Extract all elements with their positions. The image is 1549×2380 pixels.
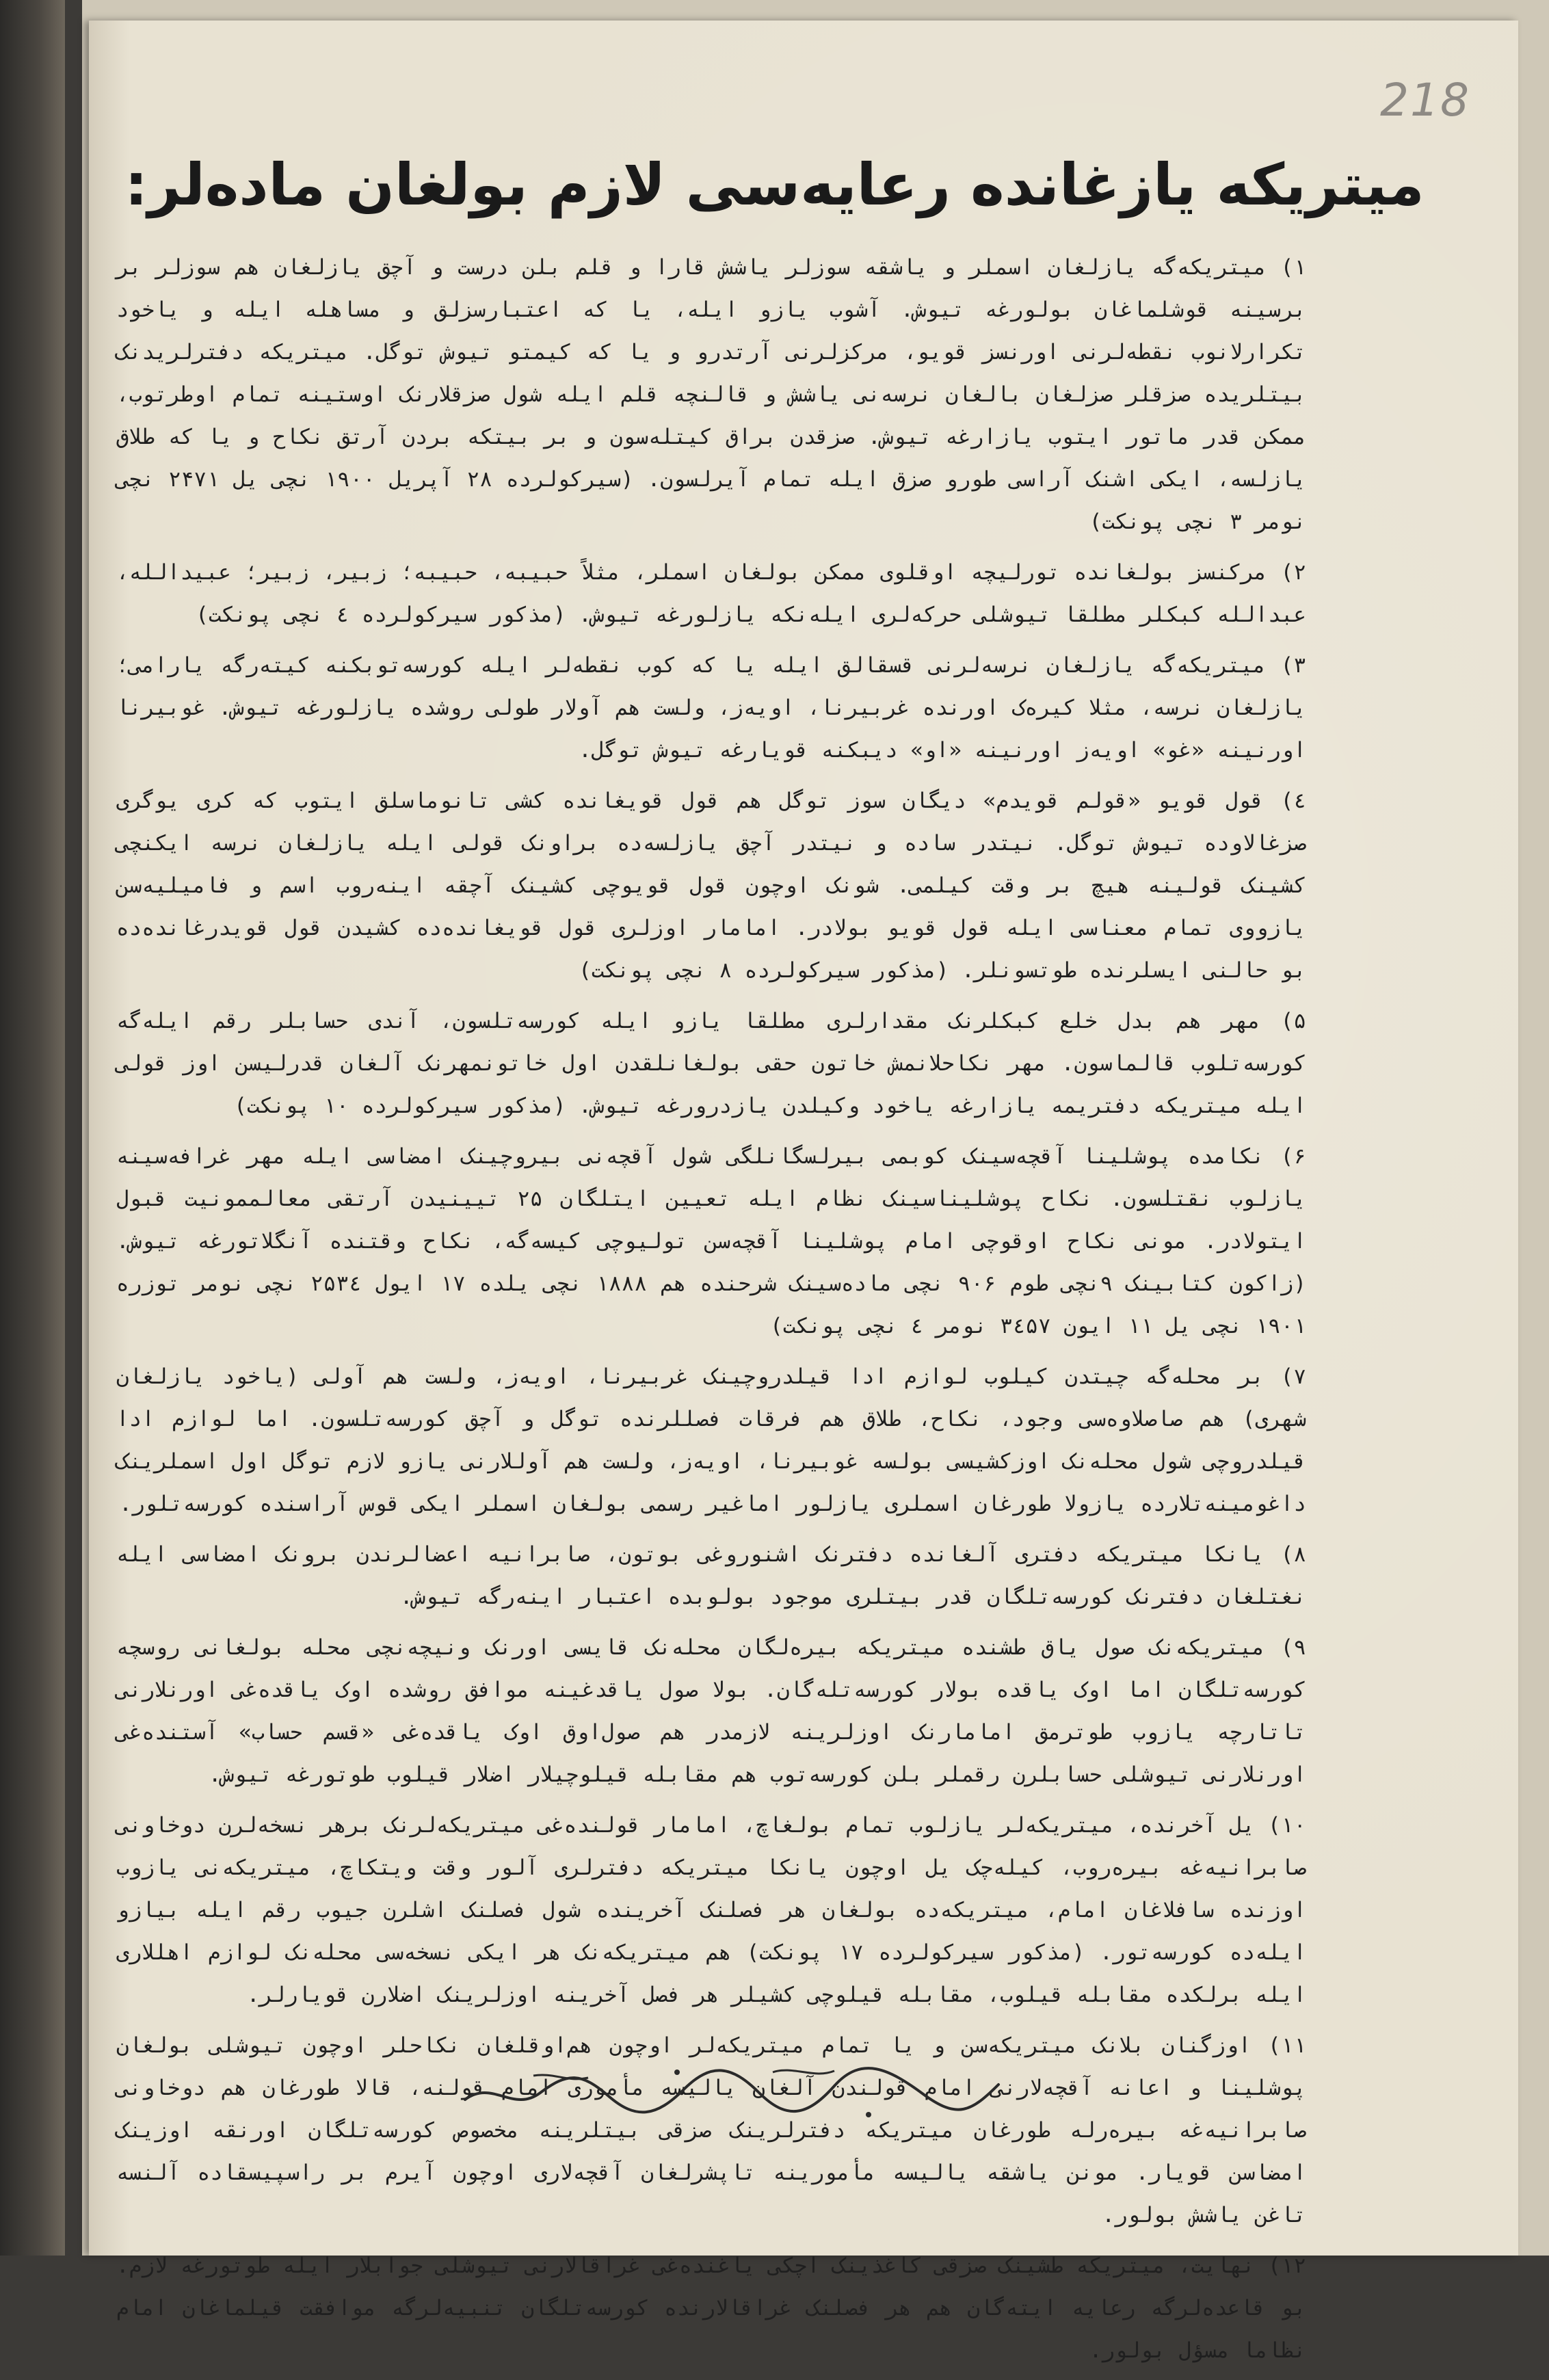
paragraph-9: ۹) میتریکه‌نک صول یاق طشنده میتریکه بیره‌لگان محله‌نک قایسی اورنک ونیچه‌نچی محله بولغانی روسچه کورسه‌تلگان اما اوک یاقده بولار کورسه‌تله‌گان. بولا صول یاقدغینه موافق روشده اوک یاقده‌غی اورنلارنی تاتارچه یازوب طوترمق امامارنک اوزلرینه لازمدر هم صول‌اوق اوک یاقده‌غی «قسم حساب» آستنده‌غی اورنلارنی تیوشلی حسابلرن رقملر بلن کورسه‌توب هم مقابله قیلوچیلار اضلار قیلوب طوتورغه تیوش. xyxy=(116,1635,1306,1787)
paragraph-1: ۱) میتریکه‌گه یازلغان اسملر و یاشقه سوزلر یاشش قارا و قلم بلن درست و آچق یازلغان هم سوزلر بر برسینه قوشلماغان بولورغه تیوش. آشوب یازو ایله، یا که اعتبارسزلق و مساهله ایله و یاخود تکرارلانوب نقطه‌لرنی اورنسز قویو، مرکزلرنی آرتدرو و یا که کیمتو تیوش توگل. میتریکه دفترلریدنک بیتلریده صزقلر صزلغان بالغان نرسه‌نی یاشش و قالنچه قلم ایله شول صزقلارنک اوستینه تمام اوطرتوب، ممکن قدر ماتور ایتوب یازارغه تیوش. صزقدن براق کیتله‌سون و بر بیتکه بردن آرتق نکاح و یا که طلاق یازلسه، ایکی اشنک آراسی طورو صزق ایله تمام آیرلسون. (سیرکولرده ۲۸ آپریل ۱۹۰۰ نچی یل ۲۴۷۱ نچی نومر ۳ نچی پونکت) xyxy=(116,255,1306,534)
paragraph-7: ۷) بر محله‌گه چیتدن کیلوب لوازم ادا قیلدروچینک غربیرنا، اویه‌ز، ولست هم آولی (یاخود یازلغان شهری) هم صاصلاوه‌سی وجود، نکاح، طلاق هم فرقات فصللرنده توگل و آچق کورسه‌تلسون. اما لوازم ادا قیلدروچی شول محله‌نک اوزکشیسی بولسه غوبیرنا، اویه‌ز، ولست هم آوللارنی یازو لازم توگل اول اسملرینک داغومینه‌تلارده یازولا طورغان اسملری یازلور اماغیر رسمی بولغان اسملر ایکی قوس آراسنده کورسه‌تلور. xyxy=(116,1364,1306,1516)
handwritten-signature xyxy=(451,2052,1012,2127)
page-number: 218 xyxy=(1380,74,1470,127)
paragraph-6: ۶) نکامده پوشلینا آقچه‌سینک کوبمی بیرلسگانلگی شول آقچه‌نی بیروچینک امضاسی ایله مهر غرافه‌سینه یازلوب نقتلسون. نکاح پوشلیناسینک نظام ایله تعیین ایتلگان ۲۵ تیینیدن آرتقی معالممونیت قبول ایتولادر. مونی نکاح اوقوچی امام پوشلینا آقچه‌سن تولیوچی کیسه‌گه، نکاح وقتنده آنگلاتورغه تیوش. (زاکون کتابینک ۹نچی طوم ۹۰۶ نچی ماده‌سینک شرحنده هم ۱۸۸۸ نچی یلده ۱۷ ایول ۲۵۳٤ نچی نومر توزره ۱۹۰۱ نچی یل ۱۱ ایون ۳٤۵۷ نومر ٤ نچی پونکت) xyxy=(116,1144,1306,1338)
paragraph-2: ۲) مرکنسز بولغانده تورلیچه اوقلوی ممکن بولغان اسملر، مثلاً حبیبه، حبیبه؛ زبیر، زبیر؛ عبیدالله، عبدالله کبکلر مطلقا تیوشلی حرکه‌لری ایله‌نکه یازلورغه تیوش. (مذکور سیرکولرده ٤ نچی پونکت) xyxy=(116,560,1306,627)
document-title: میتریکه یازغانده رعایه‌سی لازم بولغان ماده‌لر: xyxy=(124,151,1425,218)
paragraph-8: ۸) یانکا میتریکه دفتری آلغانده دفترنک اشنوروغی بوتون، صابرانیه اعضالرندن برونک امضاسی ایله نغتلغان دفترنک کورسه‌تلگان قدر بیتلری موجود بولوبده اعتبار اینه‌رگه تیوش. xyxy=(116,1542,1306,1609)
paragraph-11: ۱۱) اوزگنان بلانک میتریکه‌سن و یا تمام میتریکه‌لر اوچون هم‌اوقلغان نکاحلر اوچون تیوشلی بولغان پوشلینا و اعانه آقچه‌لارنی امام قولندن آلغان یالیسه مأموری امام قولنه، قالا طورغان هم دوخاونی صابرانیه‌غه بیره‌رله طورغان میتریکه دفترلرینک صزقی بیتلرینه مخصوص کورسه‌تلگان اورنقه اوزینک امضاسن قویار. مونن یاشقه یالیسه مأمورینه تاپشرلغان آقچه‌لاری اوچون آیرم بر راسپیسقاده آلنسه تاغن یاشش بولور. xyxy=(116,2033,1306,2227)
paragraph-5: ۵) مهر هم بدل خلع کبکلرنک مقدارلری مطلقا یازو ایله کورسه‌تلسون، آندی حسابلر رقم ایله‌گه کورسه‌تلوب قالماسون. مهر نکاحلانمش خاتون حقی بولغانلقدن اول خاتونمهرنک آلغان قدرلیسن اوز قولی ایله میتریکه دفتریمه یازارغه یاخود وکیلدن یازدرورغه تیوش. (مذکور سیرکولرده ۱۰ پونکت) xyxy=(116,1009,1306,1118)
paragraph-12: ۱۲) نهایت، میتریکه طشینک صزقی کاغذینک اچکی یاغنده‌غی غراقالارنی تیوشلی جوابلار ایله طوتورغه لازم. بو قاعده‌لرگه رعایه ایته‌گان هم هر فصلنک غراقالارنده کورسه‌تلگان تنبیه‌لرگه موافقت قیلماغان امام نظاما مسؤل بولور. xyxy=(116,2253,1306,2363)
paragraph-10: ۱۰) یل آخرنده، میتریکه‌لر یازلوب تمام بولغاچ، امامار قولنده‌غی میتریکه‌لرنک برهر نسخه‌لرن دوخاونی صابرانیه‌غه بیره‌روب، کیله‌چک یل اوچون یانکا میتریکه دفترلری آلور وقت ویتکاچ، میتریکه‌نی یازوب اوزنده سافلاغان امام، میتریکه‌ده بولغان هر فصلنک آخرینده شول فصلنک اشلرن جیوب رقم ایله بیازو ایله‌ده کورسه‌تور. (مذکور سیرکولرده ۱۷ پونکت) هم میتریکه‌نک هر ایکی نسخه‌سی محله‌نک لوازم اهللاری ایله برلکده مقابله قیلوب، مقابله قیلوچی کشیلر هر فصل آخرینه اوزلرینک اضلارن قویارلر. xyxy=(116,1813,1307,2007)
paragraph-3: ۳) میتریکه‌گه یازلغان نرسه‌لرنی قسقالق ایله یا که کوب نقطه‌لر ایله کورسه‌توبکنه کیته‌رگه یارامی؛ یازلغان نرسه، مثلا کیره‌ک اورنده غربیرنا، اویه‌ز، ولست هم آولار طولی روشده یازلورغه تیوش. غوبیرنا اورنینه «غو» اویه‌ز اورنینه «او» دیبکنه قویارغه تیوش توگل. xyxy=(116,653,1306,763)
binding-strip xyxy=(0,0,65,2256)
paragraph-4: ٤) قول قویو «قولم قویدم» دیگان سوز توگل هم قول قویغانده کشی تانوماسلق ایتوب که کری یوگری صزغالاوده تیوش توگل. نیتدر ساده و نیتدر آچق یازلسه‌ده براونک قولی ایله یازلغان نرسه ایکنچی کشینک قولینه هیچ بر وقت کیلمی. شونک اوچون قول قویوچی کشینک آچقه اینه‌روب اسم و فامیلیه‌سن یازووی تمام معناسی ایله قول قویو بولادر. امامار اوزلری قول قویغانده‌ده کشیدن قول قویدرغانده‌ده بو حالنی ایسلرنده طوتسونلر. (مذکور سیرکولرده ۸ نچی پونکت) xyxy=(116,789,1306,983)
